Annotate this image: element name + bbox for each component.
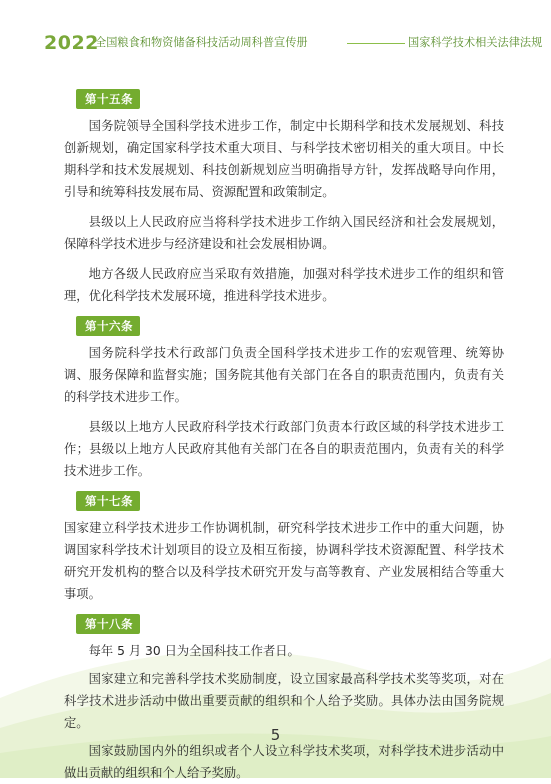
article-16 [64,315,504,482]
article-18 [64,613,504,784]
article-paragraph: 每年 5 月 30 日为全国科技工作者日。 [88,644,300,658]
article-paragraph: 县级以上地方人民政府科学技术行政部门负责本行政区域的科学技术进步工作；县级以上地方人民政府其他有关部门在各自的职责范围内，负责有关的科学技术进步工作。 [64,420,504,478]
article-tag: 第十五条 [76,89,140,109]
article-paragraph: 地方各级人民政府应当采取有效措施，加强对科学技术进步工作的组织和管理，优化科学技术发展环境，推进科学技术进步。 [64,267,504,303]
article-paragraph: 国务院领导全国科学技术进步工作，制定中长期科学和技术发展规划、科技创新规划，确定国家科学技术重大项目、与科学技术密切相关的重大项目。中长期科学和技术发展规划、科技创新规划应当明确指导方针，发挥战略导向作用，引导和统筹科技发展布局、资源配置和政策制定。 [64,119,504,199]
article-paragraph: 县级以上人民政府应当将科学技术进步工作纳入国民经济和社会发展规划，保障科学技术进步与经济建设和社会发展相协调。 [64,215,504,251]
header-brochure-title: 全国粮食和物资储备科技活动周科普宣传册 [95,36,308,49]
article-tag: 第十七条 [76,491,140,511]
header-section-title: 国家科学技术相关法律法规 [408,36,543,49]
article-paragraph: 国家建立和完善科学技术奖励制度，设立国家最高科学技术奖等奖项，对在科学技术进步活动中做出重要贡献的组织和个人给予奖励。具体办法由国务院规定。 [64,672,504,730]
page-header [44,32,543,57]
article-content [64,88,504,784]
header-divider-line [347,43,405,44]
article-17 [64,490,504,605]
article-tag: 第十八条 [76,614,140,634]
article-paragraph: 国家建立科学技术进步工作协调机制，研究科学技术进步工作中的重大问题，协调国家科学技术计划项目的设立及相互衔接，协调科学技术资源配置、科学技术研究开发机构的整合以及科学技术研究开发与高等教育、产业发展相结合等重大事项。 [64,521,504,601]
article-15 [64,88,504,307]
article-paragraph: 国家鼓励国内外的组织或者个人设立科学技术奖项，对科学技术进步活动中做出贡献的组织和个人给予奖励。 [64,744,504,780]
page-number: 5 [270,726,281,744]
header-year: 2022 [44,32,99,54]
article-paragraph: 国务院科学技术行政部门负责全国科学技术进步工作的宏观管理、统筹协调、服务保障和监督实施；国务院其他有关部门在各自的职责范围内，负责有关的科学技术进步工作。 [64,346,504,404]
article-tag: 第十六条 [76,316,140,336]
